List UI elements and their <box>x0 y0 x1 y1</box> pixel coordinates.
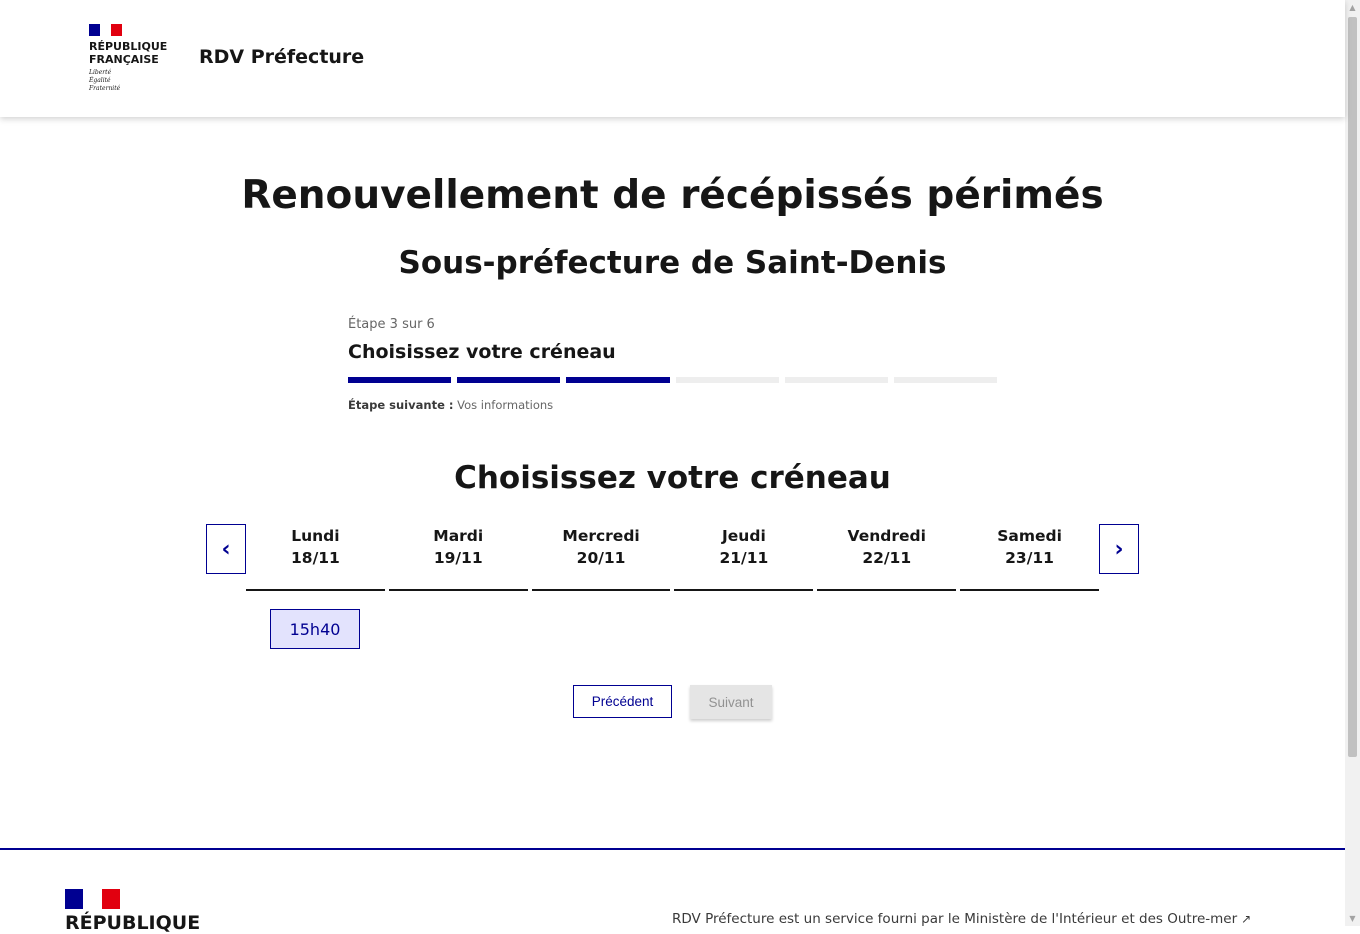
marianne-flag-icon <box>89 24 122 36</box>
next-button[interactable]: Suivant <box>690 685 772 719</box>
day-name: Vendredi <box>847 527 926 545</box>
stepper-segment <box>566 377 669 383</box>
stepper <box>348 317 997 412</box>
vertical-scrollbar[interactable] <box>1345 0 1360 926</box>
day-name: Lundi <box>291 527 340 545</box>
day-date: 18/11 <box>291 549 340 567</box>
page-subtitle: Sous-préfecture de Saint-Denis <box>398 245 947 281</box>
gov-name: RÉPUBLIQUE FRANÇAISE <box>89 40 168 66</box>
day-date: 19/11 <box>433 549 483 567</box>
next-week-button[interactable] <box>1099 524 1139 574</box>
site-footer <box>0 848 1345 934</box>
stepper-segment <box>676 377 779 383</box>
time-slot-button[interactable]: 15h40 <box>270 609 360 649</box>
stepper-segment <box>457 377 560 383</box>
chevron-left-icon: ‹ <box>221 536 231 562</box>
marianne-flag-icon <box>65 889 120 909</box>
scrollbar-thumb[interactable] <box>1348 17 1357 757</box>
previous-week-button[interactable] <box>206 524 246 574</box>
day-date: 23/11 <box>1005 549 1054 567</box>
stepper-next-value: Vos informations <box>457 398 554 412</box>
footer-description-text: RDV Préfecture est un service fourni par le Ministère de l'Intérieur et des Outre-mer <box>672 911 1238 927</box>
days-row <box>246 524 1099 591</box>
stepper-state: Étape 3 sur 6 <box>348 317 435 332</box>
stepper-segment <box>348 377 451 383</box>
motto: Liberté Égalité Fraternité <box>89 69 121 92</box>
day-column <box>246 524 385 591</box>
chevron-right-icon: › <box>1114 536 1124 562</box>
day-name: Jeudi <box>722 527 766 545</box>
day-date: 21/11 <box>719 549 769 567</box>
stepper-progress <box>348 377 997 383</box>
site-header <box>0 0 1345 117</box>
day-name: Mercredi <box>562 527 640 545</box>
service-name[interactable]: RDV Préfecture <box>199 46 365 68</box>
day-column <box>674 524 813 591</box>
stepper-segment <box>785 377 888 383</box>
scroll-down-arrow-icon[interactable]: ▼ <box>1349 914 1356 923</box>
day-date: 22/11 <box>862 549 912 567</box>
day-column <box>532 524 671 591</box>
slots-heading: Choisissez votre créneau <box>454 460 891 496</box>
stepper-title: Choisissez votre créneau <box>348 341 616 363</box>
previous-button[interactable]: Précédent <box>573 685 672 718</box>
scroll-up-arrow-icon[interactable]: ▲ <box>1349 3 1356 12</box>
day-column <box>960 524 1099 591</box>
footer-logo[interactable] <box>65 889 200 934</box>
footer-description[interactable] <box>672 911 1251 927</box>
day-name: Mardi <box>433 527 484 545</box>
day-column <box>389 524 528 591</box>
stepper-segment <box>894 377 997 383</box>
stepper-next-label: Étape suivante : <box>348 398 454 412</box>
day-column <box>817 524 956 591</box>
stepper-next-step <box>348 398 997 412</box>
external-link-icon: ↗ <box>1241 912 1252 926</box>
day-date: 20/11 <box>576 549 626 567</box>
footer-gov-name: RÉPUBLIQUE <box>65 912 201 934</box>
republique-francaise-logo[interactable] <box>89 24 169 93</box>
day-name: Samedi <box>997 527 1062 545</box>
page-title: Renouvellement de récépissés périmés <box>241 173 1104 218</box>
